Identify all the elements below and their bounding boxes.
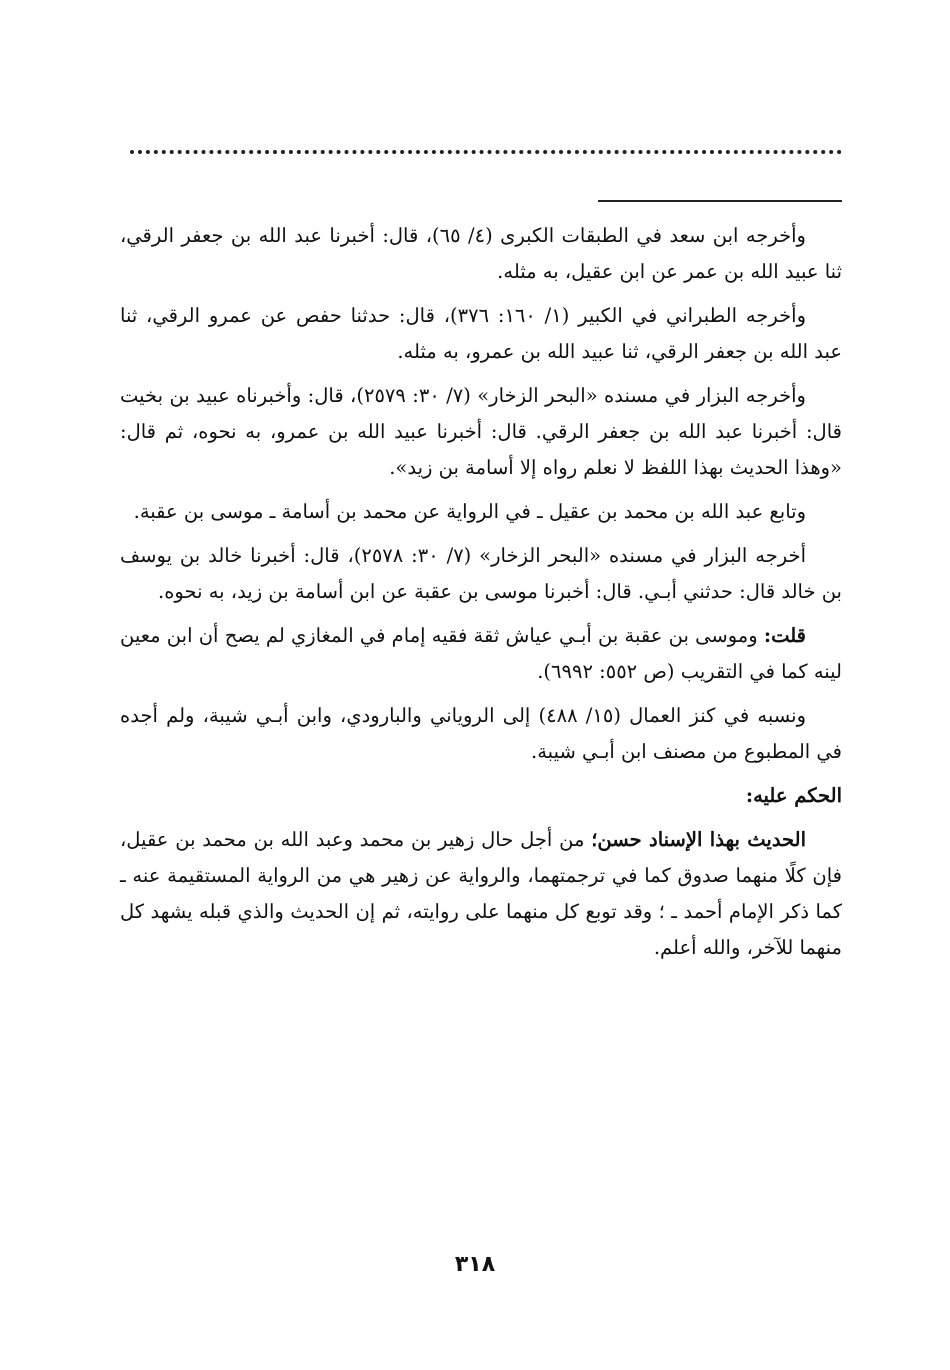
paragraph-tabarani <box>120 298 842 370</box>
paragraph-text: وتابع عبد الله بن محمد بن عقيل ـ في الرواية عن محمد بن أسامة ـ موسى بن عقبة. <box>133 500 806 523</box>
paragraph-text: وأخرجه البزار في مسنده «البحر الزخار» (٧/ ٣٠: ٢٥٧٩)، قال: وأخبرناه عبيد بن بخيت قال: أخبرنا عبد الله بن جعفر الرقي. قال: أخبرنا عبيد الله بن عمرو، به نحوه، ثم قال: «وهذا الحديث بهذا اللفظ لا نعلم رواه إلا أسامة بن زيد». <box>120 384 842 479</box>
ruling-text: من أجل حال زهير بن محمد وعبد الله بن محمد بن عقيل، فإن كلًا منهما صدوق كما في ترجمتهما، والرواية عن زهير هي من الرواية المستقيمة عنه ـ كما ذكر الإمام أحمد ـ ؛ وقد توبع كل منهما على روايته، ثم إن الحديث والذي قبله يشهد كل منهما للآخر، والله أعلم. <box>120 828 842 959</box>
paragraph-bazzar-first <box>120 378 842 486</box>
paragraph-ruling <box>120 822 842 966</box>
paragraph-ibn-saad <box>120 218 842 290</box>
paragraph-text: وأخرجه الطبراني في الكبير (١/ ١٦٠: ٣٧٦)، قال: حدثنا حفص عن عمرو الرقي، ثنا عبد الله بن جعفر الرقي، ثنا عبيد الله بن عمرو، به مثله. <box>120 304 842 363</box>
paragraph-bazzar-second <box>120 538 842 610</box>
footnote-separator-line <box>598 200 842 202</box>
paragraph-kanz-al-ummal <box>120 698 842 770</box>
paragraph-lead: قلت: <box>763 624 806 647</box>
footnote-body <box>120 218 842 974</box>
paragraph-mutaba <box>120 494 842 530</box>
ruling-lead: الحديث بهذا الإسناد حسن؛ <box>591 828 807 851</box>
page-number: ٣١٨ <box>454 1252 496 1277</box>
dotted-separator <box>130 150 842 154</box>
ruling-heading: الحكم عليه: <box>745 784 842 807</box>
paragraph-text: وموسى بن عقبة بن أبـي عياش ثقة فقيه إمام في المغازي لم يصح أن ابن معين لينه كما في التقريب (ص ٥٥٢: ٦٩٩٢). <box>120 624 842 683</box>
paragraph-text: أخرجه البزار في مسنده «البحر الزخار» (٧/ ٣٠: ٢٥٧٨)، قال: أخبرنا خالد بن يوسف بن خالد قال: حدثني أبـي. قال: أخبرنا موسى بن عقبة عن ابن أسامة بن زيد، به نحوه. <box>120 544 842 603</box>
paragraph-text: ونسبه في كنز العمال (١٥/ ٤٨٨) إلى الروياني والبارودي، وابن أبـي شيبة، ولم أجده في المطبوع من مصنف ابن أبـي شيبة. <box>120 704 842 763</box>
paragraph-qultu <box>120 618 842 690</box>
paragraph-text: وأخرجه ابن سعد في الطبقات الكبرى (٤/ ٦٥)، قال: أخبرنا عبد الله بن جعفر الرقي، ثنا عبيد الله بن عمر عن ابن عقيل، به مثله. <box>120 224 842 283</box>
